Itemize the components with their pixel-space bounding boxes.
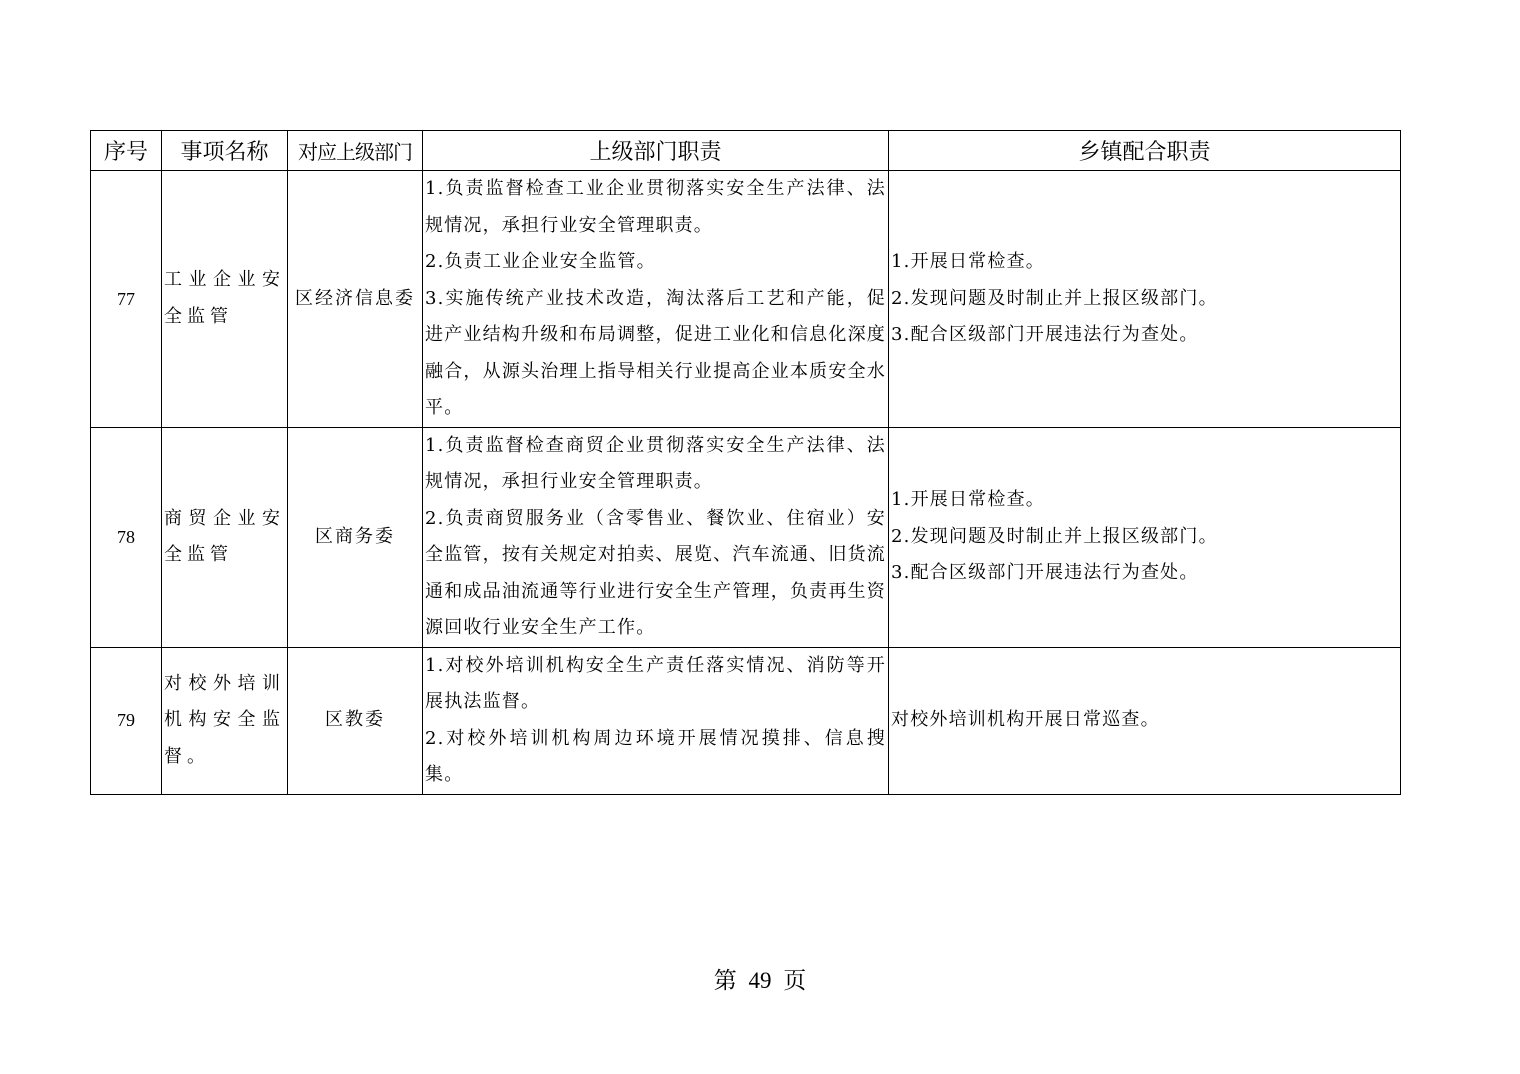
row-dept: 区商务委 (288, 427, 423, 647)
upper-duty-line: 2.对校外培训机构周边环境开展情况摸排、信息搜集。 (425, 727, 886, 785)
row-item-name: 工业企业安全监管 (162, 171, 288, 428)
upper-duty-line: 1.对校外培训机构安全生产责任落实情况、消防等开展执法监督。 (425, 654, 886, 712)
town-duty-line: 1.开展日常检查。 (891, 251, 1045, 272)
town-duty-line: 2.发现问题及时制止并上报区级部门。 (891, 525, 1218, 547)
duty-table (90, 130, 1401, 795)
row-item-name: 商贸企业安全监管 (162, 427, 288, 647)
town-duty-line: 对校外培训机构开展日常巡查。 (891, 709, 1160, 731)
row-upper-duty (423, 647, 889, 794)
row-dept: 区经济信息委 (288, 171, 423, 428)
row-no: 79 (91, 647, 162, 794)
upper-duty-line: 2.负责商贸服务业（含零售业、餐饮业、住宿业）安全监管，按有关规定对拍卖、展览、汽车流通、旧货流通和成品油流通等行业进行安全生产管理，负责再生资源回收行业安全生产工作。 (425, 507, 886, 638)
header-no: 序号 (91, 131, 162, 171)
upper-duty-line: 3.实施传统产业技术改造，淘汰落后工艺和产能，促进产业结构升级和布局调整，促进工业化和信息化深度融合，从源头治理上指导相关行业提高企业本质安全水平。 (425, 287, 886, 418)
row-upper-duty (423, 427, 889, 647)
page-number: 第 49 页 (713, 968, 807, 993)
town-duty-line: 2.发现问题及时制止并上报区级部门。 (891, 287, 1218, 309)
row-dept: 区教委 (288, 647, 423, 794)
header-dept: 对应上级部门 (288, 131, 423, 171)
upper-duty-line: 1.负责监督检查商贸企业贯彻落实安全生产法律、法规情况，承担行业安全管理职责。 (425, 434, 886, 492)
town-duty-line: 3.配合区级部门开展违法行为查处。 (891, 324, 1199, 345)
header-item-name: 事项名称 (162, 131, 288, 171)
upper-duty-line: 1.负责监督检查工业企业贯彻落实安全生产法律、法规情况，承担行业安全管理职责。 (425, 178, 886, 236)
row-town-duty (889, 427, 1401, 647)
header-town-duty: 乡镇配合职责 (889, 131, 1401, 171)
town-duty-line: 1.开展日常检查。 (891, 489, 1045, 511)
table-row (91, 647, 1401, 794)
row-upper-duty (423, 171, 889, 428)
row-town-duty (889, 647, 1401, 794)
row-no: 77 (91, 171, 162, 428)
header-upper-duty: 上级部门职责 (423, 131, 889, 171)
table-row (91, 171, 1401, 428)
row-town-duty (889, 171, 1401, 428)
table-header-row (91, 131, 1401, 171)
row-no: 78 (91, 427, 162, 647)
town-duty-line: 3.配合区级部门开展违法行为查处。 (891, 562, 1199, 584)
upper-duty-line: 2.负责工业企业安全监管。 (425, 251, 656, 272)
row-item-name: 对校外培训机构安全监督。 (162, 647, 288, 794)
table-row (91, 427, 1401, 647)
